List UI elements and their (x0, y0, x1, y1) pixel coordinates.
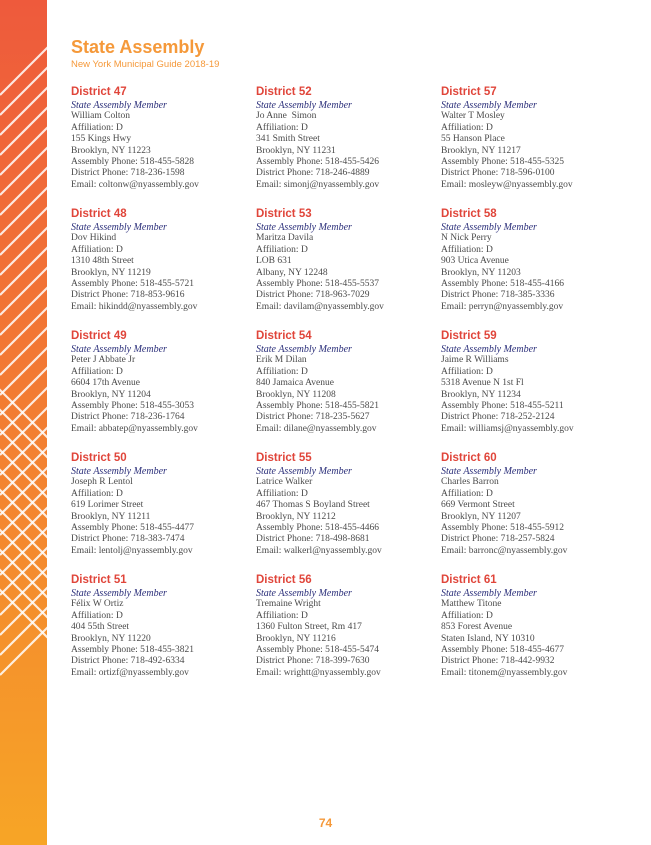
entry-district-48 (71, 207, 251, 313)
district-phone: District Phone: 718-399-7630 (256, 656, 370, 667)
district-heading: District 48 (71, 208, 127, 220)
street-address: LOB 631 (256, 256, 292, 267)
district-heading: District 55 (256, 452, 312, 464)
assembly-phone: Assembly Phone: 518-455-5821 (256, 401, 379, 412)
member-name: Joseph R Lentol (71, 477, 133, 488)
member-name: William Colton (71, 111, 130, 122)
decorative-side-bar (0, 0, 47, 845)
district-phone: District Phone: 718-235-5627 (256, 412, 370, 423)
email: Email: barronc@nyassembly.gov (441, 545, 568, 556)
district-heading: District 54 (256, 330, 312, 342)
district-phone: District Phone: 718-236-1598 (71, 168, 185, 179)
page-number: 74 (318, 816, 333, 830)
city-state-zip: Staten Island, NY 10310 (441, 633, 535, 644)
city-state-zip: Brooklyn, NY 11208 (256, 389, 336, 400)
district-heading: District 58 (441, 208, 497, 220)
email: Email: dilane@nyassembly.gov (256, 423, 377, 434)
entry-district-57 (441, 85, 621, 191)
member-role: State Assembly Member (71, 344, 167, 355)
affiliation: Affiliation: D (71, 610, 123, 621)
city-state-zip: Brooklyn, NY 11212 (256, 511, 336, 522)
member-name: Jo Anne Simon (256, 111, 317, 122)
district-phone: District Phone: 718-492-6334 (71, 656, 185, 667)
district-heading: District 53 (256, 208, 312, 220)
member-name: Maritza Davila (256, 233, 314, 244)
affiliation: Affiliation: D (256, 244, 308, 255)
street-address: 5318 Avenue N 1st Fl (441, 378, 524, 389)
member-role: State Assembly Member (441, 344, 537, 355)
city-state-zip: Brooklyn, NY 11220 (71, 633, 151, 644)
entry-district-56 (256, 573, 436, 679)
affiliation: Affiliation: D (256, 366, 308, 377)
member-role: State Assembly Member (71, 100, 167, 111)
street-address: 6604 17th Avenue (71, 378, 140, 389)
district-phone: District Phone: 718-498-8681 (256, 534, 370, 545)
member-role: State Assembly Member (256, 100, 352, 111)
district-heading: District 47 (71, 86, 127, 98)
district-heading: District 50 (71, 452, 127, 464)
street-address: 1310 48th Street (71, 256, 134, 267)
crosshatch-pattern (0, 0, 47, 845)
member-role: State Assembly Member (441, 222, 537, 233)
assembly-phone: Assembly Phone: 518-455-5211 (441, 401, 564, 412)
member-role: State Assembly Member (71, 588, 167, 599)
member-name: Félix W Ortiz (71, 599, 124, 610)
member-role: State Assembly Member (441, 466, 537, 477)
assembly-phone: Assembly Phone: 518-455-5325 (441, 157, 564, 168)
email: Email: simonj@nyassembly.gov (256, 179, 380, 190)
affiliation: Affiliation: D (441, 610, 493, 621)
district-heading: District 59 (441, 330, 497, 342)
member-name: N Nick Perry (441, 233, 492, 244)
affiliation: Affiliation: D (256, 610, 308, 621)
city-state-zip: Brooklyn, NY 11217 (441, 145, 521, 156)
district-heading: District 61 (441, 574, 497, 586)
assembly-phone: Assembly Phone: 518-455-4677 (441, 645, 564, 656)
district-phone: District Phone: 718-252-2124 (441, 412, 555, 423)
email: Email: abbatep@nyassembly.gov (71, 423, 198, 434)
street-address: 619 Lorimer Street (71, 500, 144, 511)
district-heading: District 49 (71, 330, 127, 342)
assembly-phone: Assembly Phone: 518-455-4477 (71, 523, 194, 534)
street-address: 404 55th Street (71, 622, 130, 633)
street-address: 903 Utica Avenue (441, 256, 509, 267)
affiliation: Affiliation: D (441, 122, 493, 133)
member-name: Walter T Mosley (441, 111, 505, 122)
district-phone: District Phone: 718-236-1764 (71, 412, 185, 423)
street-address: 669 Vermont Street (441, 500, 515, 511)
member-role: State Assembly Member (256, 466, 352, 477)
city-state-zip: Brooklyn, NY 11216 (256, 633, 336, 644)
street-address: 155 Kings Hwy (71, 134, 132, 145)
entry-district-53 (256, 207, 436, 313)
city-state-zip: Brooklyn, NY 11223 (71, 145, 151, 156)
street-address: 341 Smith Street (256, 134, 320, 145)
member-role: State Assembly Member (441, 588, 537, 599)
city-state-zip: Brooklyn, NY 11207 (441, 511, 521, 522)
district-heading: District 56 (256, 574, 312, 586)
affiliation: Affiliation: D (441, 366, 493, 377)
street-address: 853 Forest Avenue (441, 622, 513, 633)
entry-district-49 (71, 329, 251, 435)
affiliation: Affiliation: D (441, 244, 493, 255)
district-phone: District Phone: 718-963-7029 (256, 290, 370, 301)
street-address: 55 Hanson Place (441, 134, 505, 145)
member-name: Erik M Dilan (256, 355, 307, 366)
email: Email: williamsj@nyassembly.gov (441, 423, 574, 434)
city-state-zip: Brooklyn, NY 11203 (441, 267, 521, 278)
street-address: 467 Thomas S Boyland Street (256, 500, 370, 511)
assembly-phone: Assembly Phone: 518-455-4166 (441, 279, 564, 290)
affiliation: Affiliation: D (71, 366, 123, 377)
city-state-zip: Albany, NY 12248 (256, 267, 328, 278)
page-subtitle: New York Municipal Guide 2018-19 (71, 59, 220, 70)
email: Email: mosleyw@nyassembly.gov (441, 179, 573, 190)
member-name: Charles Barron (441, 477, 499, 488)
member-name: Tremaine Wright (256, 599, 321, 610)
assembly-phone: Assembly Phone: 518-455-5912 (441, 523, 564, 534)
district-phone: District Phone: 718-246-4889 (256, 168, 370, 179)
member-role: State Assembly Member (256, 588, 352, 599)
entry-district-52 (256, 85, 436, 191)
entry-district-55 (256, 451, 436, 557)
member-name: Latrice Walker (256, 477, 313, 488)
member-role: State Assembly Member (441, 100, 537, 111)
district-phone: District Phone: 718-442-9932 (441, 656, 555, 667)
member-role: State Assembly Member (71, 466, 167, 477)
district-heading: District 60 (441, 452, 497, 464)
district-phone: District Phone: 718-385-3336 (441, 290, 555, 301)
email: Email: wrightt@nyassembly.gov (256, 667, 381, 678)
city-state-zip: Brooklyn, NY 11219 (71, 267, 151, 278)
member-role: State Assembly Member (256, 222, 352, 233)
entry-district-50 (71, 451, 251, 557)
affiliation: Affiliation: D (256, 488, 308, 499)
district-heading: District 57 (441, 86, 497, 98)
email: Email: walkerl@nyassembly.gov (256, 545, 382, 556)
entry-district-51 (71, 573, 251, 679)
assembly-phone: Assembly Phone: 518-455-5474 (256, 645, 379, 656)
entry-district-61 (441, 573, 621, 679)
assembly-phone: Assembly Phone: 518-455-5721 (71, 279, 194, 290)
affiliation: Affiliation: D (71, 488, 123, 499)
affiliation: Affiliation: D (441, 488, 493, 499)
district-phone: District Phone: 718-257-5824 (441, 534, 555, 545)
assembly-phone: Assembly Phone: 518-455-3053 (71, 401, 194, 412)
member-name: Matthew Titone (441, 599, 502, 610)
email: Email: hikindd@nyassembly.gov (71, 301, 198, 312)
district-phone: District Phone: 718-853-9616 (71, 290, 185, 301)
page-title: State Assembly (71, 37, 205, 57)
member-role: State Assembly Member (256, 344, 352, 355)
member-role: State Assembly Member (71, 222, 167, 233)
street-address: 840 Jamaica Avenue (256, 378, 334, 389)
assembly-phone: Assembly Phone: 518-455-5828 (71, 157, 194, 168)
district-phone: District Phone: 718-596-0100 (441, 168, 555, 179)
email: Email: perryn@nyassembly.gov (441, 301, 564, 312)
member-name: Peter J Abbate Jr (71, 355, 136, 366)
assembly-phone: Assembly Phone: 518-455-3821 (71, 645, 194, 656)
assembly-phone: Assembly Phone: 518-455-5537 (256, 279, 379, 290)
affiliation: Affiliation: D (71, 122, 123, 133)
district-phone: District Phone: 718-383-7474 (71, 534, 185, 545)
email: Email: titonem@nyassembly.gov (441, 667, 568, 678)
affiliation: Affiliation: D (71, 244, 123, 255)
street-address: 1360 Fulton Street, Rm 417 (256, 622, 362, 633)
page-header (71, 37, 219, 71)
email: Email: ortizf@nyassembly.gov (71, 667, 189, 678)
assembly-phone: Assembly Phone: 518-455-5426 (256, 157, 379, 168)
affiliation: Affiliation: D (256, 122, 308, 133)
member-name: Dov Hikind (71, 233, 117, 244)
city-state-zip: Brooklyn, NY 11234 (441, 389, 521, 400)
entry-district-58 (441, 207, 621, 313)
email: Email: lentolj@nyassembly.gov (71, 545, 193, 556)
district-heading: District 51 (71, 574, 127, 586)
entry-district-54 (256, 329, 436, 435)
entry-district-59 (441, 329, 621, 435)
city-state-zip: Brooklyn, NY 11231 (256, 145, 336, 156)
assembly-phone: Assembly Phone: 518-455-4466 (256, 523, 379, 534)
email: Email: davilam@nyassembly.gov (256, 301, 384, 312)
email: Email: coltonw@nyassembly.gov (71, 179, 199, 190)
city-state-zip: Brooklyn, NY 11211 (71, 511, 151, 522)
entry-district-47 (71, 85, 251, 191)
member-name: Jaime R Williams (441, 355, 509, 366)
city-state-zip: Brooklyn, NY 11204 (71, 389, 151, 400)
district-heading: District 52 (256, 86, 312, 98)
entry-district-60 (441, 451, 621, 557)
